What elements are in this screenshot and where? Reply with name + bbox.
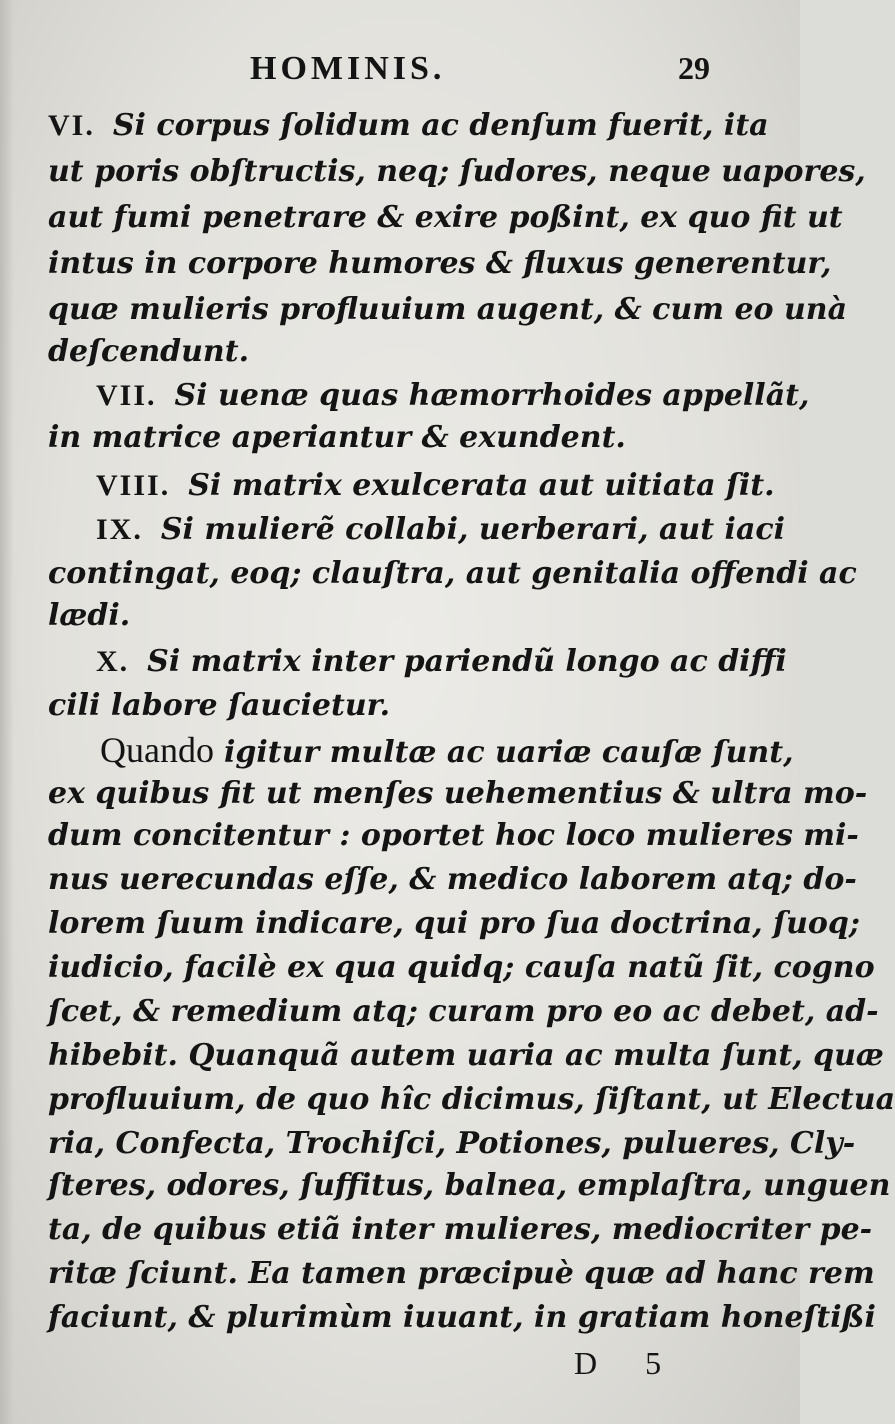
item-number: VI. [48, 109, 95, 142]
paragraph-line-12: ta, de quibus etiã inter mulieres, mediocriter pe- [48, 1212, 873, 1247]
item-ix-line-1: IX. Si mulierẽ collabi, uerberari, aut iaci [96, 512, 786, 547]
item-x-line-2: cili labore ſaucietur. [48, 688, 391, 723]
item-number: VII. [96, 379, 157, 412]
item-ix-line-3: lædi. [48, 598, 131, 633]
paragraph-line-6: iudicio, facilè ex qua quidq; cauſa natũ ſit, cogno [48, 950, 875, 985]
paragraph-line-7: ſcet, & remedium atq; curam pro eo ac debet, ad- [48, 994, 879, 1029]
item-vii-line-2: in matrice aperiantur & exundent. [48, 420, 626, 455]
paragraph-line-14: faciunt, & plurimùm iuuant, in gratiam honeſtißi [48, 1300, 876, 1335]
item-vi-line-1: VI. Si corpus ſolidum ac denſum fuerit, ita [48, 108, 769, 143]
paragraph-line-10: ria, Confecta, Trochiſci, Potiones, pulueres, Cly- [48, 1126, 856, 1161]
item-vi-line-3: aut fumi penetrare & exire poßint, ex quo fit ut [48, 200, 843, 235]
running-head: HOMINIS. [250, 50, 446, 87]
item-number: X. [96, 645, 130, 678]
paragraph-line-2: ex quibus fit ut menſes uehementius & ultra mo- [48, 776, 868, 811]
item-x-line-1: X. Si matrix inter pariendũ longo ac diffi [96, 644, 787, 679]
item-vi-line-5: quæ mulieris profluuium augent, & cum eo unà [48, 292, 848, 327]
paragraph-line-4: nus uerecundas eſſe, & medico laborem atq; do- [48, 862, 857, 897]
paragraph-line-1: Quando igitur multæ ac uariæ cauſæ ſunt, [100, 730, 794, 770]
paragraph-initial: Quando [100, 730, 214, 770]
page-edge-shadow [0, 0, 14, 1424]
paragraph-line-8: hibebit. Quanquã autem uaria ac multa ſunt, quæ [48, 1038, 884, 1073]
paragraph-line-3: dum concitentur : oportet hoc loco mulieres mi- [48, 818, 859, 853]
paragraph-line-11: ſteres, odores, ſuffitus, balnea, emplaſtra, unguen [48, 1168, 891, 1203]
item-vi-line-2: ut poris obſtructis, neq; ſudores, neque uapores, [48, 154, 866, 189]
signature-mark: D 5 [574, 1345, 682, 1381]
paragraph-line-13: ritæ ſciunt. Ea tamen præcipuè quæ ad hanc rem [48, 1256, 875, 1291]
item-vi-line-4: intus in corpore humores & fluxus generentur, [48, 246, 832, 281]
paragraph-line-9: profluuium, de quo hîc dicimus, ſiſtant, ut Electua [48, 1082, 895, 1117]
item-vii-line-1: VII. Si uenæ quas hæmorrhoides appellãt, [96, 378, 810, 413]
item-number: IX. [96, 513, 143, 546]
item-viii-line-1: VIII. Si matrix exulcerata aut uitiata ſit. [96, 468, 775, 503]
page-number: 29 [678, 50, 710, 86]
item-vi-line-6: deſcendunt. [48, 334, 250, 369]
paragraph-line-5: lorem ſuum indicare, qui pro ſua doctrina, ſuoq; [48, 906, 860, 941]
item-ix-line-2: contingat, eoq; clauſtra, aut genitalia offendi ac [48, 556, 857, 591]
item-number: VIII. [96, 469, 171, 502]
